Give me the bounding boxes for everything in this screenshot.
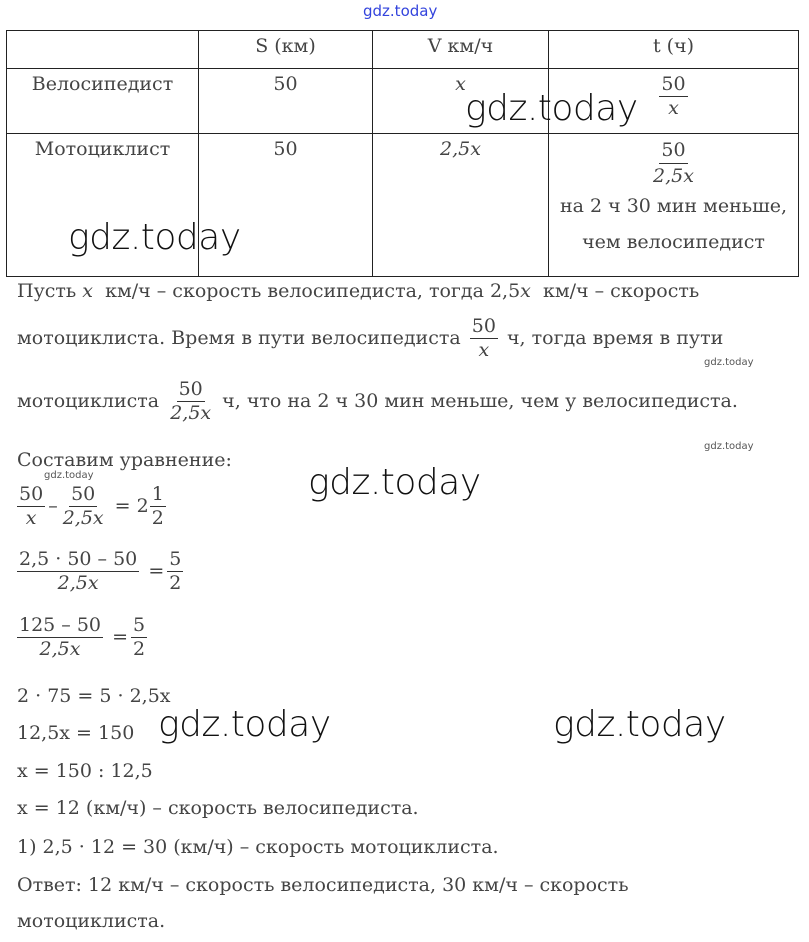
operator: –: [48, 495, 58, 518]
text-line-1: [17, 280, 699, 302]
watermark-top: gdz.today: [363, 2, 438, 20]
header-cell: t (ч): [549, 31, 799, 69]
watermark-small: gdz.today: [704, 441, 754, 452]
frac-num: 50: [19, 483, 44, 505]
frac-den: x: [25, 506, 37, 529]
watermark: gdz.today: [68, 217, 241, 258]
frac-num: 5: [169, 548, 182, 570]
frac-den: 2,5x: [170, 401, 212, 424]
text: мотоциклиста. Время в пути велосипедиста: [17, 327, 461, 350]
frac-num: 125 – 50: [19, 614, 102, 636]
frac-num: 2,5 · 50 – 50: [19, 548, 138, 570]
cell-v: [373, 134, 549, 277]
var: x: [82, 280, 94, 302]
cell-v-value: x: [455, 73, 466, 95]
text: мотоциклиста: [17, 390, 160, 413]
text: ч, тогда время в пути: [506, 327, 724, 350]
watermark: gdz.today: [553, 704, 726, 745]
table-header-row: [7, 31, 799, 69]
cell-s: 50: [199, 69, 373, 134]
row-label: Велосипедист: [7, 69, 199, 134]
equation-3: [17, 614, 150, 661]
frac-den: 2,5x: [39, 637, 81, 660]
cell-t: [549, 134, 799, 277]
frac-den: x: [478, 338, 490, 361]
header-cell: V км/ч: [373, 31, 549, 69]
text: Пусть: [17, 280, 77, 302]
text-line-4: Составим уравнение:: [17, 449, 232, 471]
equation-2: [17, 548, 186, 595]
rhs: = 2: [114, 495, 149, 518]
frac-den: 2: [151, 506, 164, 529]
row-label: Мотоциклист: [7, 134, 199, 277]
frac-den: 2,5x: [57, 571, 99, 594]
note-line: чем велосипедист: [582, 231, 765, 254]
answer-line-1: Ответ: 12 км/ч – скорость велосипедиста, 30 км/ч – скорость: [17, 874, 629, 896]
equation-6: x = 150 : 12,5: [17, 760, 153, 782]
frac-num: 50: [659, 138, 687, 164]
equation-4: 2 · 75 = 5 · 2,5x: [17, 685, 171, 707]
watermark: gdz.today: [465, 88, 638, 129]
var: x: [520, 280, 531, 302]
frac-den: 2: [169, 571, 182, 594]
text-line-3: [17, 378, 738, 425]
text: км/ч – скорость велосипедиста, тогда 2,5: [105, 280, 521, 302]
header-cell: [7, 31, 199, 69]
table-row: [7, 69, 799, 134]
frac-den: 2: [133, 637, 146, 660]
equation-7: x = 12 (км/ч) – скорость велосипедиста.: [17, 797, 419, 819]
equation-1: [17, 483, 169, 530]
frac-num: 1: [151, 483, 164, 505]
frac-num: 50: [178, 378, 203, 400]
frac-den: 2,5x: [653, 164, 694, 187]
watermark-small: gdz.today: [704, 357, 754, 368]
rhs: =: [112, 626, 128, 649]
cell-s: 50: [199, 134, 373, 277]
frac-num: 50: [661, 73, 686, 95]
frac-num: 50: [71, 483, 96, 505]
equation-5: 12,5x = 150: [17, 722, 135, 744]
rhs: =: [148, 560, 165, 583]
frac-den: x: [668, 96, 679, 119]
watermark: gdz.today: [308, 462, 481, 503]
watermark: gdz.today: [158, 704, 331, 745]
equation-8: 1) 2,5 · 12 = 30 (км/ч) – скорость мотоциклиста.: [17, 836, 499, 858]
header-cell: S (км): [199, 31, 373, 69]
text-line-2: [17, 315, 723, 362]
frac-num: 50: [471, 315, 496, 337]
text: км/ч – скорость: [542, 280, 700, 302]
frac-num: 5: [133, 614, 146, 636]
note-line: на 2 ч 30 мин меньше,: [559, 195, 788, 218]
cell-v-value: 2,5x: [440, 138, 481, 160]
text: ч, что на 2 ч 30 мин меньше, чем у велосипедиста.: [222, 390, 738, 413]
answer-line-2: мотоциклиста.: [17, 910, 166, 932]
frac-den: 2,5x: [62, 506, 104, 529]
watermark-small: gdz.today: [44, 470, 94, 481]
